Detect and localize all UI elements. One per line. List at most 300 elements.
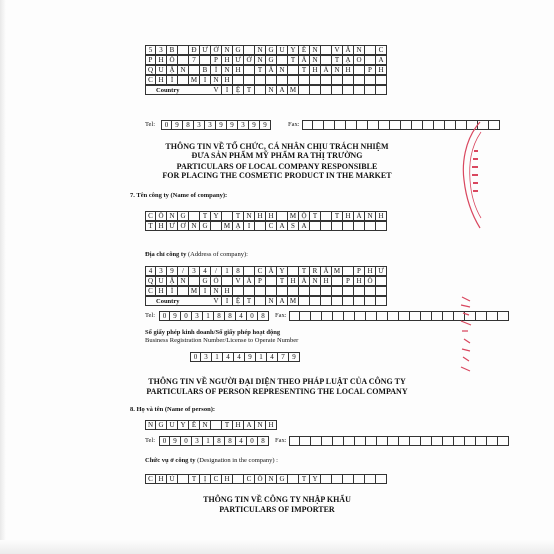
char-cell — [255, 85, 266, 95]
char-cell: 9 — [172, 120, 183, 130]
char-cell: I — [222, 296, 233, 306]
char-cell: 4 — [145, 266, 156, 276]
char-cell — [432, 436, 443, 446]
char-cell — [354, 296, 365, 306]
char-cell — [365, 286, 376, 296]
char-cell — [333, 311, 344, 321]
char-cell: N — [255, 55, 266, 65]
char-cell: 3 — [192, 436, 203, 446]
char-cell — [454, 436, 465, 446]
char-cell: 0 — [190, 352, 201, 362]
char-cell: H — [222, 75, 233, 85]
char-cell — [277, 211, 288, 221]
char-cell: N — [255, 420, 266, 430]
char-cell: N — [167, 211, 178, 221]
char-cell: Ệ — [233, 85, 244, 95]
char-cell — [300, 436, 311, 446]
char-cell: Ư — [200, 45, 211, 55]
char-cell — [443, 311, 454, 321]
char-cell: M — [222, 221, 233, 231]
company-name-row — [145, 211, 387, 221]
char-cell — [288, 65, 299, 75]
char-cell: T — [244, 296, 255, 306]
char-cell: C — [145, 474, 156, 484]
company-title-en-2: FOR PLACING THE COSMETIC PRODUCT IN THE MARKET — [162, 171, 392, 180]
char-cell — [332, 286, 343, 296]
char-cell: T — [222, 420, 233, 430]
char-cell — [376, 474, 387, 484]
char-cell: P — [211, 55, 222, 65]
char-cell — [332, 75, 343, 85]
char-cell — [222, 276, 233, 286]
char-cell — [178, 286, 189, 296]
char-cell — [346, 120, 357, 130]
char-cell: U — [156, 65, 167, 75]
char-cell: G — [178, 211, 189, 221]
position-field — [145, 474, 387, 484]
char-cell — [376, 276, 387, 286]
char-cell — [332, 276, 343, 286]
char-cell — [379, 120, 390, 130]
char-cell — [332, 296, 343, 306]
char-cell: T — [310, 211, 321, 221]
char-cell: 8 — [214, 436, 225, 446]
char-cell: M — [189, 286, 200, 296]
char-cell — [399, 436, 410, 446]
char-cell: V — [233, 276, 244, 286]
company-name-row — [145, 221, 387, 231]
importer-title-en: PARTICULARS OF IMPORTER — [219, 505, 335, 514]
char-cell — [277, 75, 288, 85]
char-cell — [178, 474, 189, 484]
char-cell: R — [310, 266, 321, 276]
char-cell — [255, 221, 266, 231]
char-cell — [288, 266, 299, 276]
char-cell: Y — [211, 211, 222, 221]
char-cell: 8 — [233, 266, 244, 276]
char-cell — [299, 85, 310, 95]
char-cell: Â — [299, 55, 310, 65]
char-cell: 3 — [156, 266, 167, 276]
char-cell — [321, 296, 332, 306]
char-cell: Y — [310, 474, 321, 484]
char-cell — [277, 286, 288, 296]
char-cell: U — [277, 45, 288, 55]
char-cell: M — [189, 75, 200, 85]
char-cell: 3 — [194, 120, 205, 130]
char-cell — [343, 221, 354, 231]
char-cell: H — [321, 276, 332, 286]
char-cell — [288, 474, 299, 484]
license-number-field — [190, 352, 300, 362]
importer-title-vi: THÔNG TIN VỀ CÔNG TY NHẬP KHẨU — [203, 495, 351, 504]
company-address-label: Địa chỉ công ty (Address of company): — [145, 251, 248, 258]
char-cell — [343, 286, 354, 296]
char-cell — [311, 436, 322, 446]
char-cell — [377, 311, 388, 321]
char-cell: Ị — [200, 474, 211, 484]
char-cell: 7 — [278, 352, 289, 362]
char-cell: 9 — [216, 120, 227, 130]
license-label-vi: Số giấy phép kinh doanh/Số giấy phép hoạt động — [145, 329, 281, 336]
char-cell — [357, 120, 368, 130]
char-cell: G — [277, 474, 288, 484]
char-cell — [299, 296, 310, 306]
company-title-vi-1: THÔNG TIN VỀ TỔ CHỨC, CÁ NHÂN CHỊU TRÁCH NHIỆM — [165, 142, 389, 151]
char-cell: M — [288, 85, 299, 95]
char-cell: Ố — [167, 55, 178, 65]
char-cell — [388, 311, 399, 321]
char-cell: C — [376, 45, 387, 55]
char-cell: Ạ — [233, 221, 244, 231]
char-cell: A — [299, 221, 310, 231]
char-cell: N — [332, 65, 343, 75]
char-cell: 0 — [181, 436, 192, 446]
char-cell: P — [255, 276, 266, 286]
char-cell: Â — [266, 266, 277, 276]
char-cell — [476, 311, 487, 321]
char-cell — [266, 75, 277, 85]
address-top-row — [145, 45, 387, 55]
char-cell: T — [332, 55, 343, 65]
char-cell — [390, 120, 401, 130]
char-cell: M — [288, 296, 299, 306]
representative-name-field — [145, 420, 277, 430]
char-cell: H — [266, 211, 277, 221]
char-cell — [266, 276, 277, 286]
char-cell — [299, 75, 310, 85]
char-cell: A — [277, 221, 288, 231]
char-cell: P — [343, 276, 354, 286]
char-cell: N — [178, 65, 189, 75]
char-cell: C — [145, 286, 156, 296]
char-cell — [200, 55, 211, 65]
char-cell — [443, 436, 454, 446]
char-cell: 1 — [212, 352, 223, 362]
char-cell: H — [156, 286, 167, 296]
char-cell — [211, 221, 222, 231]
page-left-shadow — [0, 0, 6, 554]
char-cell — [421, 436, 432, 446]
char-cell — [476, 436, 487, 446]
char-cell: V — [211, 296, 222, 306]
char-cell: H — [343, 65, 354, 75]
char-cell: Â — [266, 65, 277, 75]
char-cell: À — [354, 211, 365, 221]
char-cell: Đ — [189, 45, 200, 55]
char-cell — [244, 75, 255, 85]
char-cell — [343, 75, 354, 85]
char-cell: C — [211, 474, 222, 484]
char-cell: T — [299, 474, 310, 484]
char-cell — [233, 286, 244, 296]
char-cell — [310, 85, 321, 95]
char-cell — [487, 436, 498, 446]
char-cell: Ư — [167, 221, 178, 231]
char-cell: U — [156, 276, 167, 286]
country-row — [145, 85, 387, 95]
char-cell: U — [167, 420, 178, 430]
char-cell — [289, 311, 300, 321]
representative-tel-field — [159, 436, 269, 446]
char-cell: P — [365, 65, 376, 75]
char-cell: V — [211, 85, 222, 95]
char-cell: A — [244, 420, 255, 430]
address-top-row — [145, 75, 387, 85]
char-cell: 4 — [200, 266, 211, 276]
char-cell — [332, 85, 343, 95]
char-cell: Ạ — [343, 55, 354, 65]
char-cell — [432, 311, 443, 321]
char-cell — [233, 474, 244, 484]
char-cell: C — [145, 75, 156, 85]
char-cell: M — [332, 266, 343, 276]
char-cell — [321, 55, 332, 65]
char-cell: M — [288, 211, 299, 221]
char-cell: H — [255, 211, 266, 221]
char-cell: T — [189, 474, 200, 484]
char-cell: T — [233, 211, 244, 221]
char-cell — [321, 85, 332, 95]
char-cell — [233, 75, 244, 85]
char-cell: Ò — [211, 276, 222, 286]
char-cell: 9 — [260, 120, 271, 130]
char-cell: H — [354, 276, 365, 286]
char-cell: 7 — [189, 55, 200, 65]
char-cell — [244, 45, 255, 55]
char-cell: N — [266, 85, 277, 95]
char-cell — [376, 296, 387, 306]
char-cell — [365, 55, 376, 65]
char-cell: Ô — [255, 474, 266, 484]
char-cell — [333, 436, 344, 446]
char-cell — [332, 474, 343, 484]
char-cell — [354, 286, 365, 296]
char-cell — [354, 65, 365, 75]
char-cell — [489, 120, 500, 130]
char-cell: Ấ — [244, 276, 255, 286]
char-cell: 0 — [247, 311, 258, 321]
char-cell: H — [343, 211, 354, 221]
char-cell — [366, 436, 377, 446]
char-cell: Ờ — [244, 55, 255, 65]
char-cell: H — [233, 65, 244, 75]
char-cell: H — [156, 55, 167, 65]
char-cell: H — [376, 211, 387, 221]
char-cell — [487, 311, 498, 321]
char-cell — [189, 211, 200, 221]
char-cell: H — [376, 65, 387, 75]
char-cell — [498, 436, 509, 446]
char-cell: 1 — [256, 352, 267, 362]
char-cell: Í — [167, 286, 178, 296]
char-cell — [388, 436, 399, 446]
country-label: Country — [145, 296, 211, 306]
position-label: Chức vụ ở công ty (Designation in the company) : — [145, 457, 278, 464]
char-cell: G — [266, 55, 277, 65]
char-cell: 3 — [156, 45, 167, 55]
company-fax-label: Fax: — [275, 312, 287, 319]
company-address-row — [145, 266, 387, 276]
char-cell: 3 — [201, 352, 212, 362]
char-cell — [310, 286, 321, 296]
representative-fax-field — [289, 436, 509, 446]
char-cell: T — [299, 266, 310, 276]
char-cell: H — [156, 75, 167, 85]
char-cell: 4 — [223, 352, 234, 362]
char-cell — [434, 120, 445, 130]
char-cell: 4 — [234, 352, 245, 362]
representative-title-vi: THÔNG TIN VỀ NGƯỜI ĐẠI DIỆN THEO PHÁP LUẬT CỦA CÔNG TY — [148, 377, 406, 386]
char-cell — [321, 286, 332, 296]
char-cell: C — [145, 211, 156, 221]
company-title-en-1: PARTICULARS OF LOCAL COMPANY RESPONSIBLE — [176, 162, 378, 171]
char-cell — [354, 221, 365, 231]
char-cell: N — [211, 286, 222, 296]
char-cell — [244, 65, 255, 75]
char-cell — [365, 45, 376, 55]
char-cell: H — [156, 474, 167, 484]
char-cell: À — [299, 276, 310, 286]
company-fax-field — [289, 311, 509, 321]
char-cell: 9 — [289, 352, 300, 362]
char-cell: A — [277, 85, 288, 95]
char-cell: 4 — [236, 311, 247, 321]
char-cell — [355, 311, 366, 321]
char-cell — [421, 311, 432, 321]
char-cell: 3 — [238, 120, 249, 130]
char-cell — [355, 436, 366, 446]
char-cell — [178, 45, 189, 55]
char-cell: Y — [288, 45, 299, 55]
char-cell: S — [288, 221, 299, 231]
representative-tel-label: Tel: — [145, 437, 156, 444]
char-cell: Ủ — [167, 474, 178, 484]
char-cell: 4 — [236, 436, 247, 446]
char-cell: 9 — [167, 266, 178, 276]
char-cell — [354, 75, 365, 85]
char-cell: N — [145, 420, 156, 430]
license-label-en: Business Registration Number/License to Operate Number — [145, 337, 299, 344]
char-cell: Ô — [156, 211, 167, 221]
char-cell: A — [376, 55, 387, 65]
char-cell: Ì — [211, 65, 222, 75]
char-cell: H — [222, 55, 233, 65]
char-cell: G — [200, 276, 211, 286]
char-cell: 3 — [205, 120, 216, 130]
char-cell: B — [200, 65, 211, 75]
char-cell — [302, 120, 313, 130]
char-cell: C — [244, 474, 255, 484]
company-tel-field — [159, 311, 269, 321]
char-cell: T — [299, 65, 310, 75]
char-cell — [313, 120, 324, 130]
char-cell: 0 — [159, 311, 170, 321]
char-cell — [244, 266, 255, 276]
char-cell — [288, 286, 299, 296]
address-top-row — [145, 55, 387, 65]
char-cell: Ễ — [189, 420, 200, 430]
char-cell — [354, 85, 365, 95]
char-cell — [498, 311, 509, 321]
char-cell: H — [365, 266, 376, 276]
char-cell: N — [244, 211, 255, 221]
stamp-seal-icon — [452, 120, 482, 230]
char-cell — [255, 75, 266, 85]
char-cell: Y — [178, 420, 189, 430]
char-cell: N — [189, 221, 200, 231]
char-cell: / — [211, 266, 222, 276]
char-cell: O — [354, 55, 365, 65]
char-cell — [321, 211, 332, 221]
char-cell: Ă — [343, 45, 354, 55]
char-cell: Y — [277, 266, 288, 276]
char-cell: 0 — [159, 436, 170, 446]
char-cell — [376, 85, 387, 95]
char-cell: T — [145, 221, 156, 231]
char-cell — [344, 311, 355, 321]
char-cell: H — [310, 65, 321, 75]
char-cell — [266, 286, 277, 296]
char-cell: Q — [145, 276, 156, 286]
char-cell: 1 — [203, 436, 214, 446]
char-cell: 9 — [245, 352, 256, 362]
char-cell: H — [222, 286, 233, 296]
char-cell — [365, 221, 376, 231]
char-cell: H — [266, 420, 277, 430]
char-cell — [399, 311, 410, 321]
char-cell — [255, 296, 266, 306]
char-cell: N — [222, 45, 233, 55]
char-cell — [277, 55, 288, 65]
tel-top-field — [161, 120, 271, 130]
char-cell: N — [255, 45, 266, 55]
company-name-label: 7. Tên công ty (Name of company): — [130, 192, 228, 199]
char-cell: T — [255, 65, 266, 75]
char-cell — [288, 75, 299, 85]
char-cell — [321, 75, 332, 85]
char-cell — [324, 120, 335, 130]
char-cell: 8 — [183, 120, 194, 130]
tel-top-label: Tel: — [145, 121, 156, 128]
char-cell — [410, 311, 421, 321]
char-cell: N — [211, 75, 222, 85]
char-cell: 0 — [247, 436, 258, 446]
char-cell: N — [354, 45, 365, 55]
char-cell: 8 — [225, 436, 236, 446]
char-cell — [410, 436, 421, 446]
char-cell: N — [178, 276, 189, 286]
char-cell: H — [222, 474, 233, 484]
char-cell: 1 — [222, 266, 233, 276]
char-cell: Ờ — [211, 45, 222, 55]
char-cell — [321, 45, 332, 55]
char-cell: 4 — [267, 352, 278, 362]
char-cell: 9 — [170, 436, 181, 446]
char-cell — [365, 474, 376, 484]
char-cell — [377, 436, 388, 446]
page-bottom-shadow — [0, 540, 554, 554]
char-cell — [365, 296, 376, 306]
char-cell: T — [200, 211, 211, 221]
char-cell: Q — [145, 65, 156, 75]
char-cell — [465, 436, 476, 446]
country-row — [145, 296, 387, 306]
char-cell: Ộ — [299, 211, 310, 221]
char-cell — [178, 55, 189, 65]
char-cell: À — [321, 65, 332, 75]
char-cell — [344, 436, 355, 446]
